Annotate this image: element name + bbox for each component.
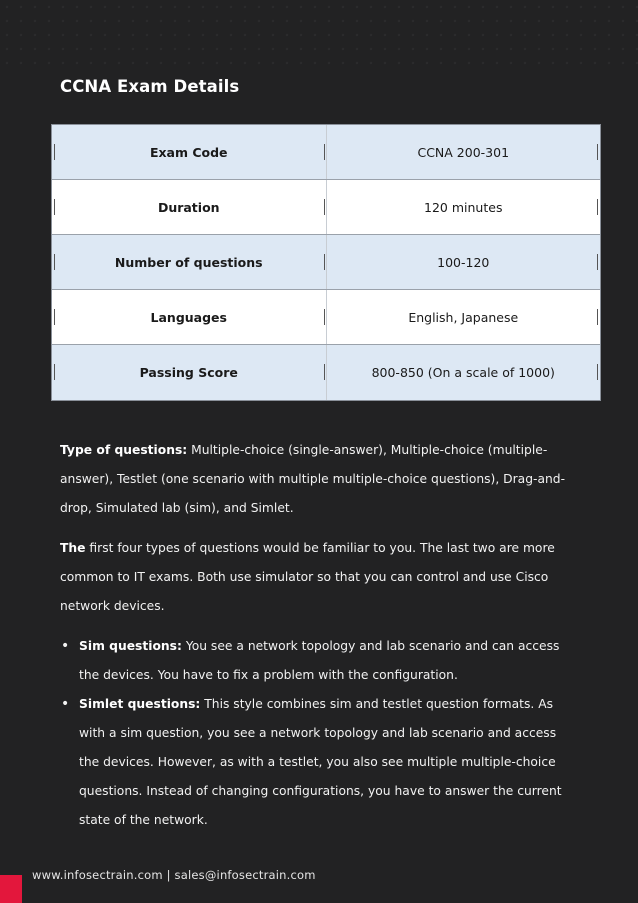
list-item <box>61 632 580 690</box>
table-row <box>52 180 600 235</box>
exam-details-table <box>51 124 601 401</box>
table-value-cell: 800-850 (On a scale of 1000) <box>327 345 601 400</box>
footer-contact: www.infosectrain.com | sales@infosectrain.com <box>32 868 316 882</box>
table-key-cell: Passing Score <box>52 345 327 400</box>
table-value-cell: 120 minutes <box>327 180 601 234</box>
table-row <box>52 125 600 180</box>
intro-paragraph <box>60 534 580 621</box>
intro-label: The <box>60 541 86 555</box>
bullet-icon: • <box>61 696 70 712</box>
table-key-cell: Languages <box>52 290 327 344</box>
table-row <box>52 235 600 290</box>
table-key-cell: Duration <box>52 180 327 234</box>
intro-text: first four types of questions would be familiar to you. The last two are more common to IT exams. Both use simulator so that you can control and use Cisco network devices. <box>60 541 555 613</box>
question-format-list <box>60 632 580 835</box>
question-types-paragraph <box>60 436 580 523</box>
list-item-text: You see a network topology and lab scenario and can access the devices. You have to fix a problem with the configuration. <box>79 639 560 682</box>
question-types-label: Type of questions: <box>60 443 188 457</box>
table-value-cell: English, Japanese <box>327 290 601 344</box>
bullet-icon: • <box>61 638 70 654</box>
footer-accent-block <box>0 875 22 903</box>
table-row <box>52 290 600 345</box>
list-item-text: This style combines sim and testlet question formats. As with a sim question, you see a network topology and lab scenario and access the devices. However, as with a testlet, you also see multiple multiple-choice questions. Instead of changing configurations, you have to answer the current state of the network. <box>79 697 562 827</box>
table-value-cell: CCNA 200-301 <box>327 125 601 179</box>
table-key-cell: Exam Code <box>52 125 327 179</box>
table-row <box>52 345 600 400</box>
question-types-text: Multiple-choice (single-answer), Multiple-choice (multiple-answer), Testlet (one scenario with multiple multiple-choice questions), Drag-and-drop, Simulated lab (sim), and Simlet. <box>60 443 566 515</box>
list-item <box>61 690 580 835</box>
page-title: CCNA Exam Details <box>60 77 240 96</box>
table-key-cell: Number of questions <box>52 235 327 289</box>
list-item-label: Sim questions: <box>79 639 182 653</box>
list-item-label: Simlet questions: <box>79 697 201 711</box>
header-dot-pattern <box>0 0 638 70</box>
body-text <box>60 436 580 835</box>
table-value-cell: 100-120 <box>327 235 601 289</box>
